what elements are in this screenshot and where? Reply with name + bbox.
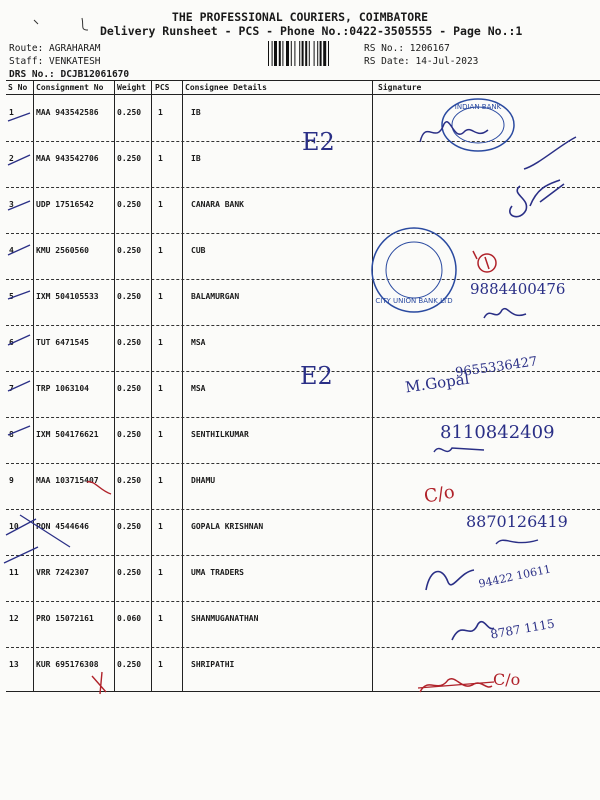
cell-weight: 0.250 (117, 476, 142, 485)
cell-consignment: TUT 6471545 (36, 338, 89, 347)
cell-sno: 7 (9, 384, 14, 393)
indian-bank-stamp-text: INDIAN BANK (454, 103, 502, 111)
handwritten-care-of: C/o (493, 670, 521, 689)
cell-sno: 3 (9, 200, 14, 209)
barcode-bar (314, 41, 315, 66)
signature-11 (420, 560, 480, 600)
cell-pcs: 1 (158, 614, 163, 623)
signature-2 (520, 135, 580, 175)
signature-8 (430, 440, 490, 462)
cell-pcs: 1 (158, 522, 163, 531)
cell-pcs: 1 (158, 338, 163, 347)
cell-consignee: SHRIPATHI (191, 660, 235, 669)
cell-pcs: 1 (158, 246, 163, 255)
col-header-consignment: Consignment No (36, 83, 104, 92)
cell-sno: 6 (9, 338, 14, 347)
handwritten-phone: 9655336427 (454, 354, 539, 381)
cell-pcs: 1 (158, 568, 163, 577)
col-header-signature: Signature (378, 83, 422, 92)
barcode-bar (320, 41, 322, 66)
signature-1 (414, 112, 494, 152)
barcode-bar (274, 41, 277, 66)
barcode-bar (286, 41, 289, 66)
cell-weight: 0.250 (117, 292, 142, 301)
cell-consignment: VRR 7242307 (36, 568, 89, 577)
cell-weight: 0.250 (117, 108, 142, 117)
handwritten-phone: 8110842409 (440, 422, 555, 443)
cell-consignment: IXM 504105533 (36, 292, 99, 301)
cell-consignee: MSA (191, 384, 206, 393)
handwritten-phone: 9884400476 (470, 280, 566, 298)
mark-e2: E2 (300, 362, 333, 390)
col-header-pcs: PCS (155, 83, 170, 92)
barcode-bar (268, 41, 269, 66)
cell-weight: 0.060 (117, 614, 142, 623)
rs-no: RS No.: 1206167 (364, 43, 450, 54)
cell-consignee: CANARA BANK (191, 200, 244, 209)
cell-pcs: 1 (158, 476, 163, 485)
cell-pcs: 1 (158, 154, 163, 163)
struck-signature-13 (416, 672, 496, 700)
col-header-weight: Weight (117, 83, 146, 92)
col-header-consignee: Consignee Details (185, 83, 267, 92)
cell-consignment: MAA 943542706 (36, 154, 99, 163)
cell-pcs: 1 (158, 200, 163, 209)
barcode-bar (317, 41, 318, 66)
handwritten-phone: 8870126419 (466, 512, 568, 531)
cell-consignment: MAA 943542586 (36, 108, 99, 117)
barcode-bar (328, 41, 329, 66)
handwritten-number: 94422 10611 (477, 562, 553, 591)
table-top-rule (6, 80, 600, 81)
cell-sno: 11 (9, 568, 19, 577)
barcode (268, 41, 358, 66)
cell-pcs: 1 (158, 108, 163, 117)
route-label: Route: AGRAHARAM (9, 43, 101, 54)
cell-consignee: IB (191, 154, 201, 163)
barcode-bar (299, 41, 300, 66)
cell-consignment: KMU 2560560 (36, 246, 89, 255)
cell-sno: 9 (9, 476, 14, 485)
cell-consignee: SHANMUGANATHAN (191, 614, 259, 623)
cell-consignee: SENTHILKUMAR (191, 430, 249, 439)
city-union-bank-stamp-text: CITY UNION BANK LTD (375, 297, 453, 305)
cell-consignment: TRP 1063104 (36, 384, 89, 393)
barcode-bar (282, 41, 283, 66)
handwritten-care-of: C/o (422, 481, 457, 508)
cell-consignee: UMA TRADERS (191, 568, 244, 577)
cell-consignee: BALAMURGAN (191, 292, 240, 301)
city-union-bank-stamp (366, 225, 462, 315)
barcode-bar (323, 41, 326, 66)
signature-10 (492, 532, 542, 550)
cell-weight: 0.250 (117, 338, 142, 347)
rs-date: RS Date: 14-Jul-2023 (364, 56, 479, 67)
cell-weight: 0.250 (117, 154, 142, 163)
cell-consignee: MSA (191, 338, 206, 347)
staff-label: Staff: VENKATESH (9, 56, 101, 67)
cell-sno: 2 (9, 154, 14, 163)
red-ink-mark (465, 245, 505, 280)
cell-weight: 0.250 (117, 568, 142, 577)
barcode-bar (294, 41, 295, 66)
cell-weight: 0.250 (117, 384, 142, 393)
cell-sno: 5 (9, 292, 14, 301)
cell-sno: 4 (9, 246, 14, 255)
drs-label: DRS No.: DCJB12061670 (9, 69, 130, 80)
cell-sno: 10 (9, 522, 19, 531)
barcode-bar (305, 41, 307, 66)
cell-sno: 8 (9, 430, 14, 439)
cell-pcs: 1 (158, 292, 163, 301)
cell-weight: 0.250 (117, 246, 142, 255)
cell-consignment: MAA 103715407 (36, 476, 99, 485)
handwritten-name: M.Gopal (404, 369, 471, 397)
cell-weight: 0.250 (117, 522, 142, 531)
cell-consignment: PRO 15072161 (36, 614, 94, 623)
cell-consignment: UDP 17516542 (36, 200, 94, 209)
cell-consignee: DHAMU (191, 476, 216, 485)
signature-3 (500, 176, 570, 226)
barcode-bar (279, 41, 281, 66)
col-header-sno: S No (8, 83, 28, 92)
red-mark (88, 668, 118, 698)
cell-sno: 1 (9, 108, 14, 117)
cell-consignment: KUR 695176308 (36, 660, 99, 669)
runsheet-title: Delivery Runsheet - PCS - Phone No.:0422-3505555 - Page No.:1 (100, 24, 523, 38)
cell-weight: 0.250 (117, 660, 142, 669)
cell-consignee: GOPALA KRISHNAN (191, 522, 264, 531)
handwritten-number: 8787 1115 (489, 616, 556, 642)
signature-5 (480, 302, 530, 324)
barcode-bar (272, 41, 273, 66)
barcode-bar (291, 41, 292, 66)
barcode-bar (302, 41, 304, 66)
cell-consignee: CUB (191, 246, 206, 255)
cell-pcs: 1 (158, 430, 163, 439)
mark-e2: E2 (302, 128, 335, 156)
cell-consignment: PON 4544646 (36, 522, 89, 531)
cell-pcs: 1 (158, 384, 163, 393)
red-mark (85, 478, 115, 498)
cell-consignee: IB (191, 108, 201, 117)
cell-weight: 0.250 (117, 430, 142, 439)
barcode-bar (309, 41, 310, 66)
cell-weight: 0.250 (117, 200, 142, 209)
company-title: THE PROFESSIONAL COURIERS, COIMBATORE (171, 10, 429, 24)
cell-pcs: 1 (158, 660, 163, 669)
tick-marks (0, 95, 120, 695)
cell-consignment: IXM 504176621 (36, 430, 99, 439)
cell-sno: 13 (9, 660, 19, 669)
cell-sno: 12 (9, 614, 19, 623)
